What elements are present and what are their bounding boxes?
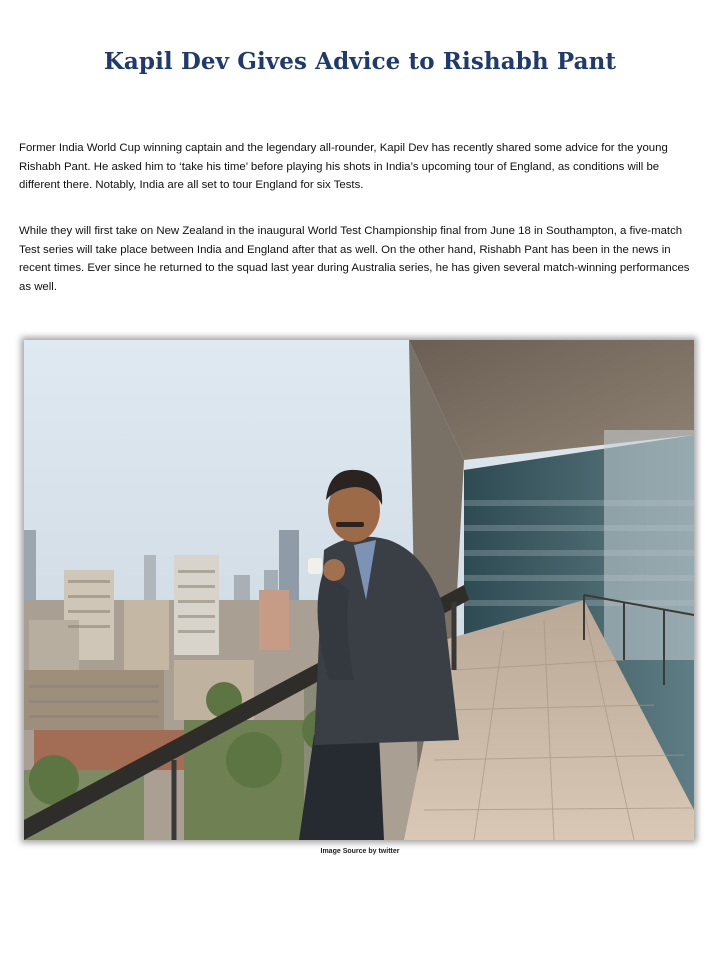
article-title: Kapil Dev Gives Advice to Rishabh Pant	[103, 48, 617, 75]
article-paragraph-1: Former India World Cup winning captain and the legendary all-rounder, Kapil Dev has recently shared some advice for the young Rishabh Pant. He asked him to ‘take his time’ before playing his shots in India’s upcoming tour of England, as conditions will be different there. Notably, India are all set to tour England for six Tests.	[19, 142, 668, 192]
image-caption: Image Source by twitter	[320, 848, 400, 855]
article-paragraph-2: While they will first take on New Zealand in the inaugural World Test Championship final from June 18 in Southampton, a five-match Test series will take place between India and England after that as well. On the other hand, Rishabh Pant has been in the news in recent times. Ever since he returned to the squad last year during Australia series, he has given several match-winning performances as well.	[19, 225, 690, 293]
article-photo	[24, 340, 694, 840]
photo-kapil-dev-balcony	[24, 340, 694, 840]
